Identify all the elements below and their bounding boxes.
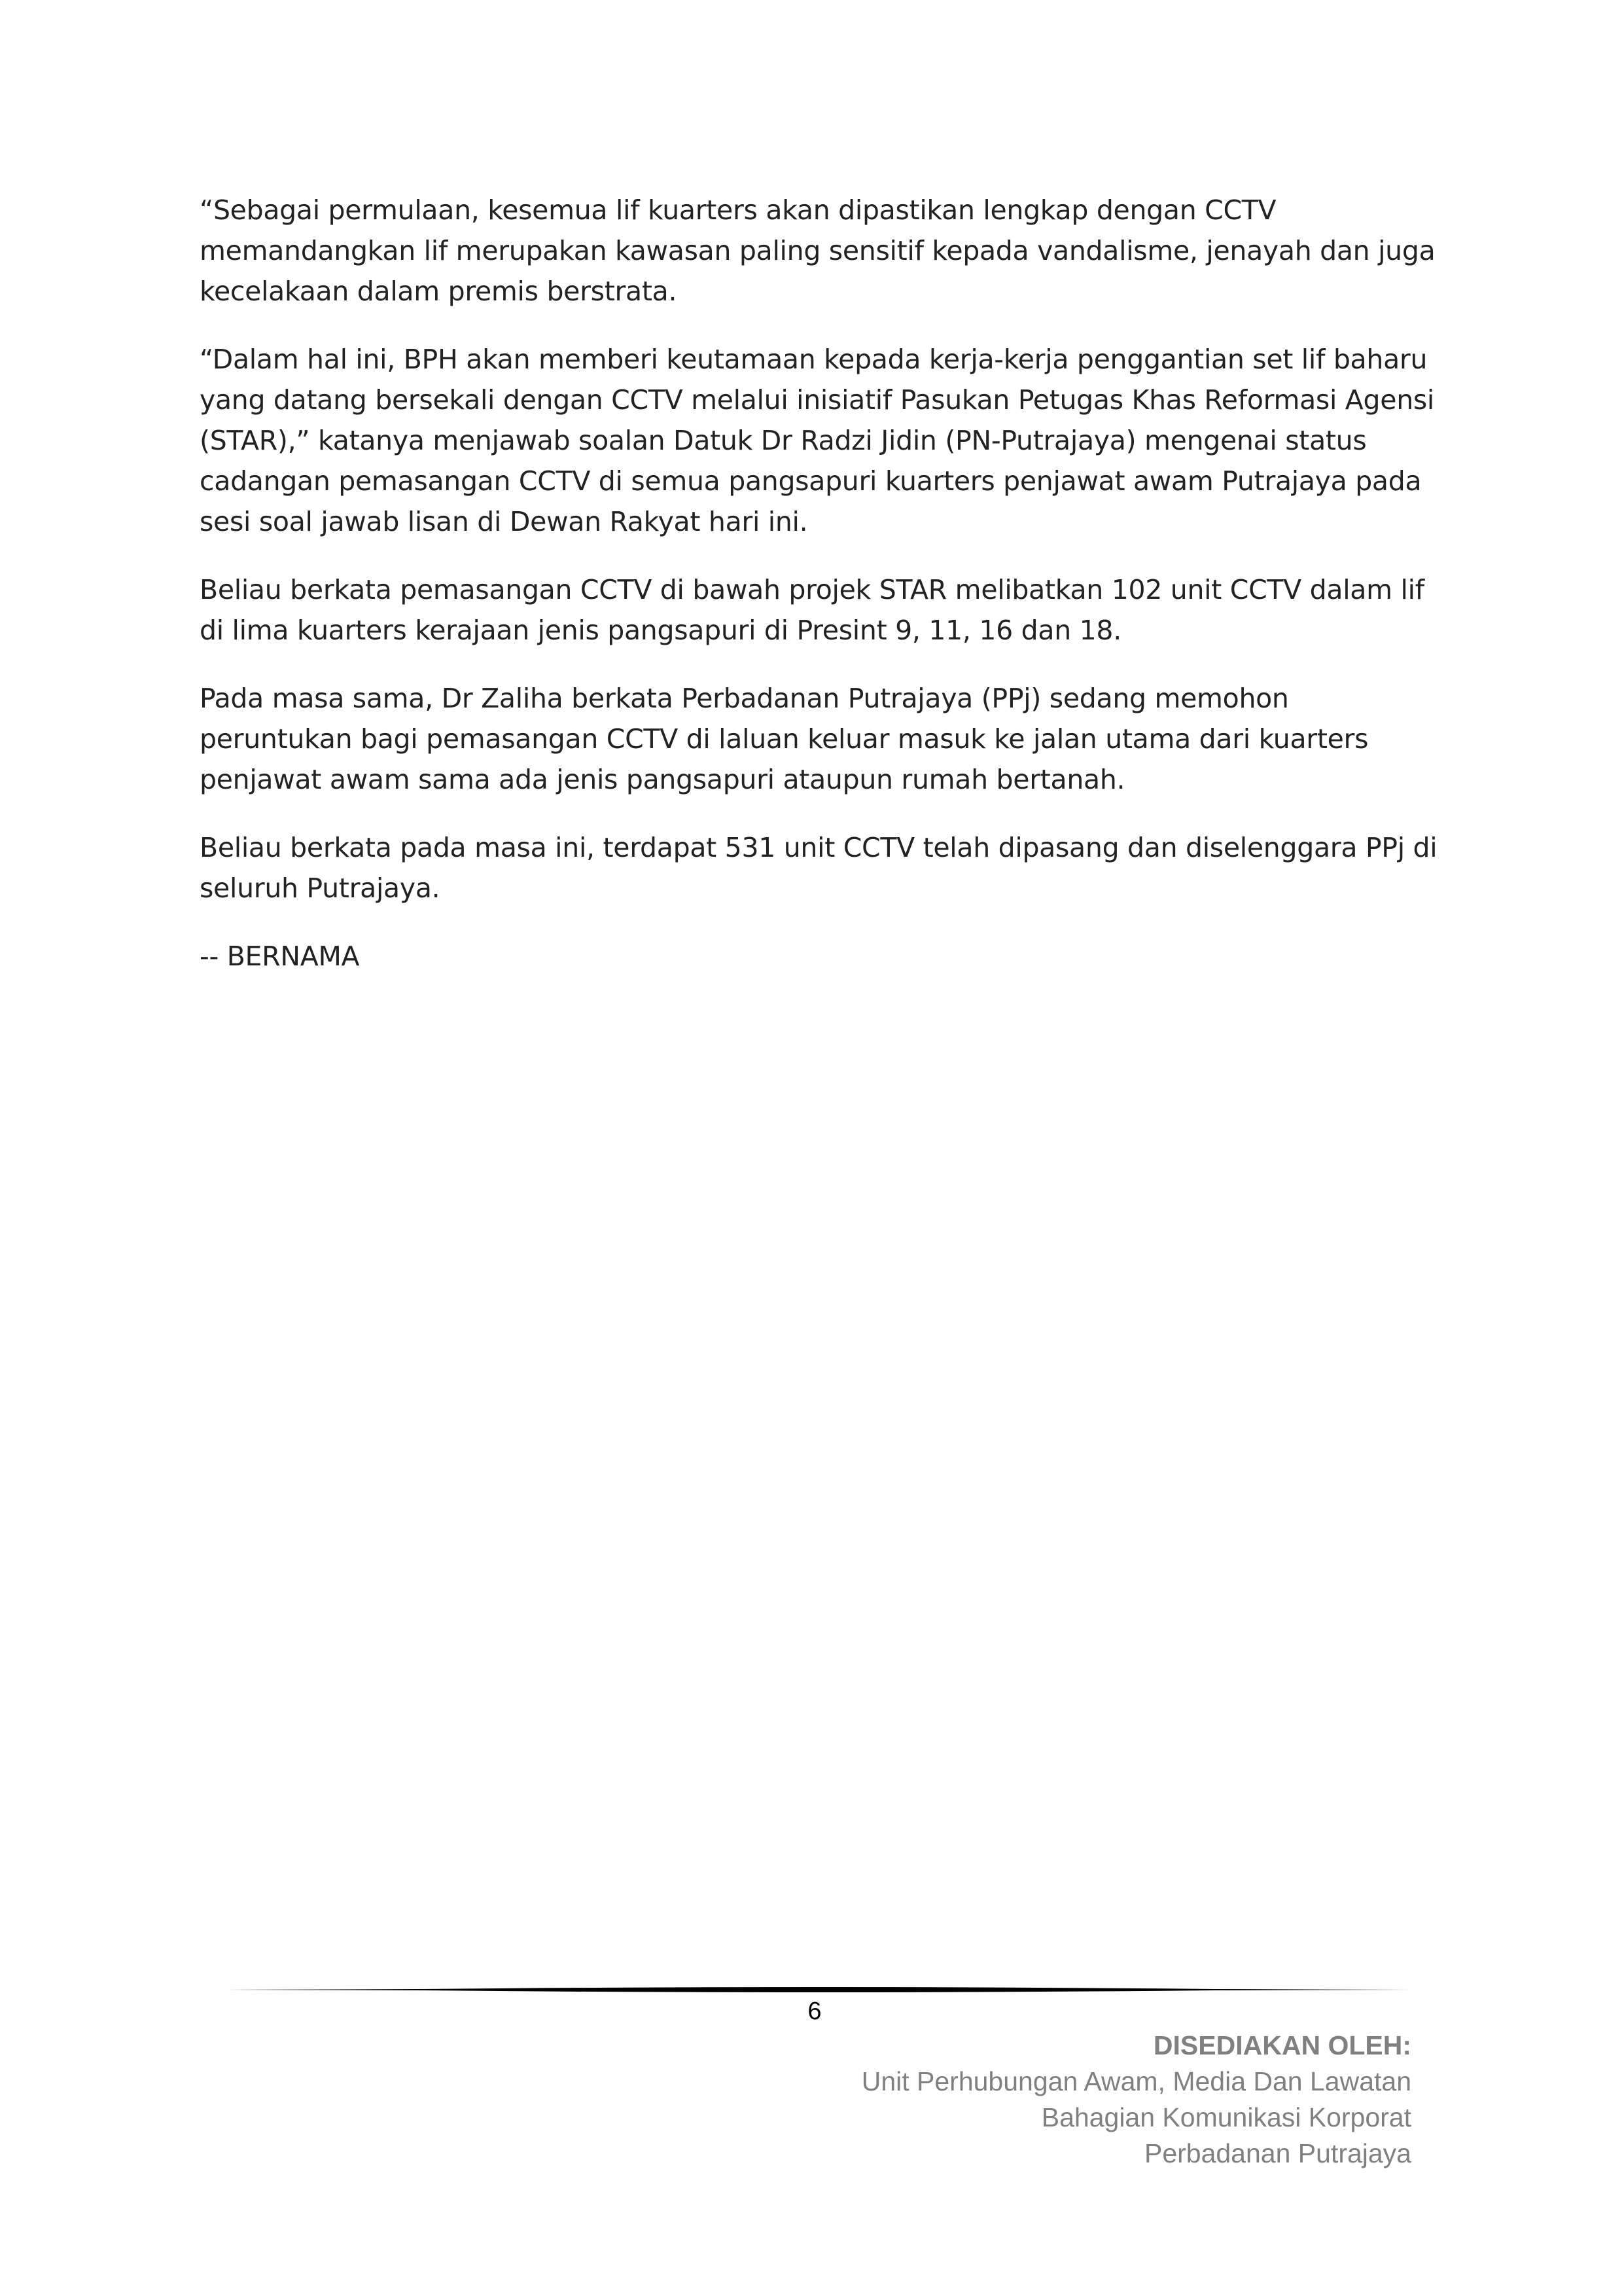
article-paragraph-2: “Dalam hal ini, BPH akan memberi keutamaan kepada kerja-kerja penggantian set lif baharu yang datang bersekali dengan CCTV melalui inisiatif Pasukan Petugas Khas Reformasi Agensi (STAR),” katanya menjawab soalan Datuk Dr Radzi Jidin (PN-Putrajaya) mengenai status cadangan pemasangan CCTV di semua pangsapuri kuarters penjawat awam Putrajaya pada sesi soal jawab lisan di Dewan Rakyat hari ini. (200, 344, 1435, 537)
footer-divider (226, 1985, 1410, 1994)
prepared-by-division: Bahagian Komunikasi Korporat (1041, 2102, 1411, 2132)
prepared-by-organisation: Perbadanan Putrajaya (1144, 2138, 1411, 2168)
article-paragraph-4: Pada masa sama, Dr Zaliha berkata Perbadanan Putrajaya (PPj) sedang memohon peruntukan bagi pemasangan CCTV di laluan keluar masuk ke jalan utama dari kuarters penjawat awam sama ada jenis pangsapuri ataupun rumah bertanah. (200, 683, 1369, 795)
article-body (200, 190, 1443, 1004)
article-paragraph-5: Beliau berkata pada masa ini, terdapat 531 unit CCTV telah dipasang dan diselenggara PPj di seluruh Putrajaya. (200, 832, 1438, 904)
article-paragraph-3: Beliau berkata pemasangan CCTV di bawah projek STAR melibatkan 102 unit CCTV dalam lif di lima kuarters kerajaan jenis pangsapuri di Presint 9, 11, 16 dan 18. (200, 574, 1424, 646)
prepared-by-block (862, 2028, 1411, 2172)
prepared-by-unit: Unit Perhubungan Awam, Media Dan Lawatan (861, 2066, 1411, 2096)
article-paragraph-1: “Sebagai permulaan, kesemua lif kuarters akan dipastikan lengkap dengan CCTV memandangkan lif merupakan kawasan paling sensitif kepada vandalisme, jenayah dan juga kecelakaan dalam premis berstrata. (200, 194, 1436, 307)
page-number: 6 (807, 1998, 822, 2025)
prepared-by-heading: DISEDIAKAN OLEH: (1153, 2030, 1411, 2060)
article-signoff: -- BERNAMA (200, 941, 360, 972)
